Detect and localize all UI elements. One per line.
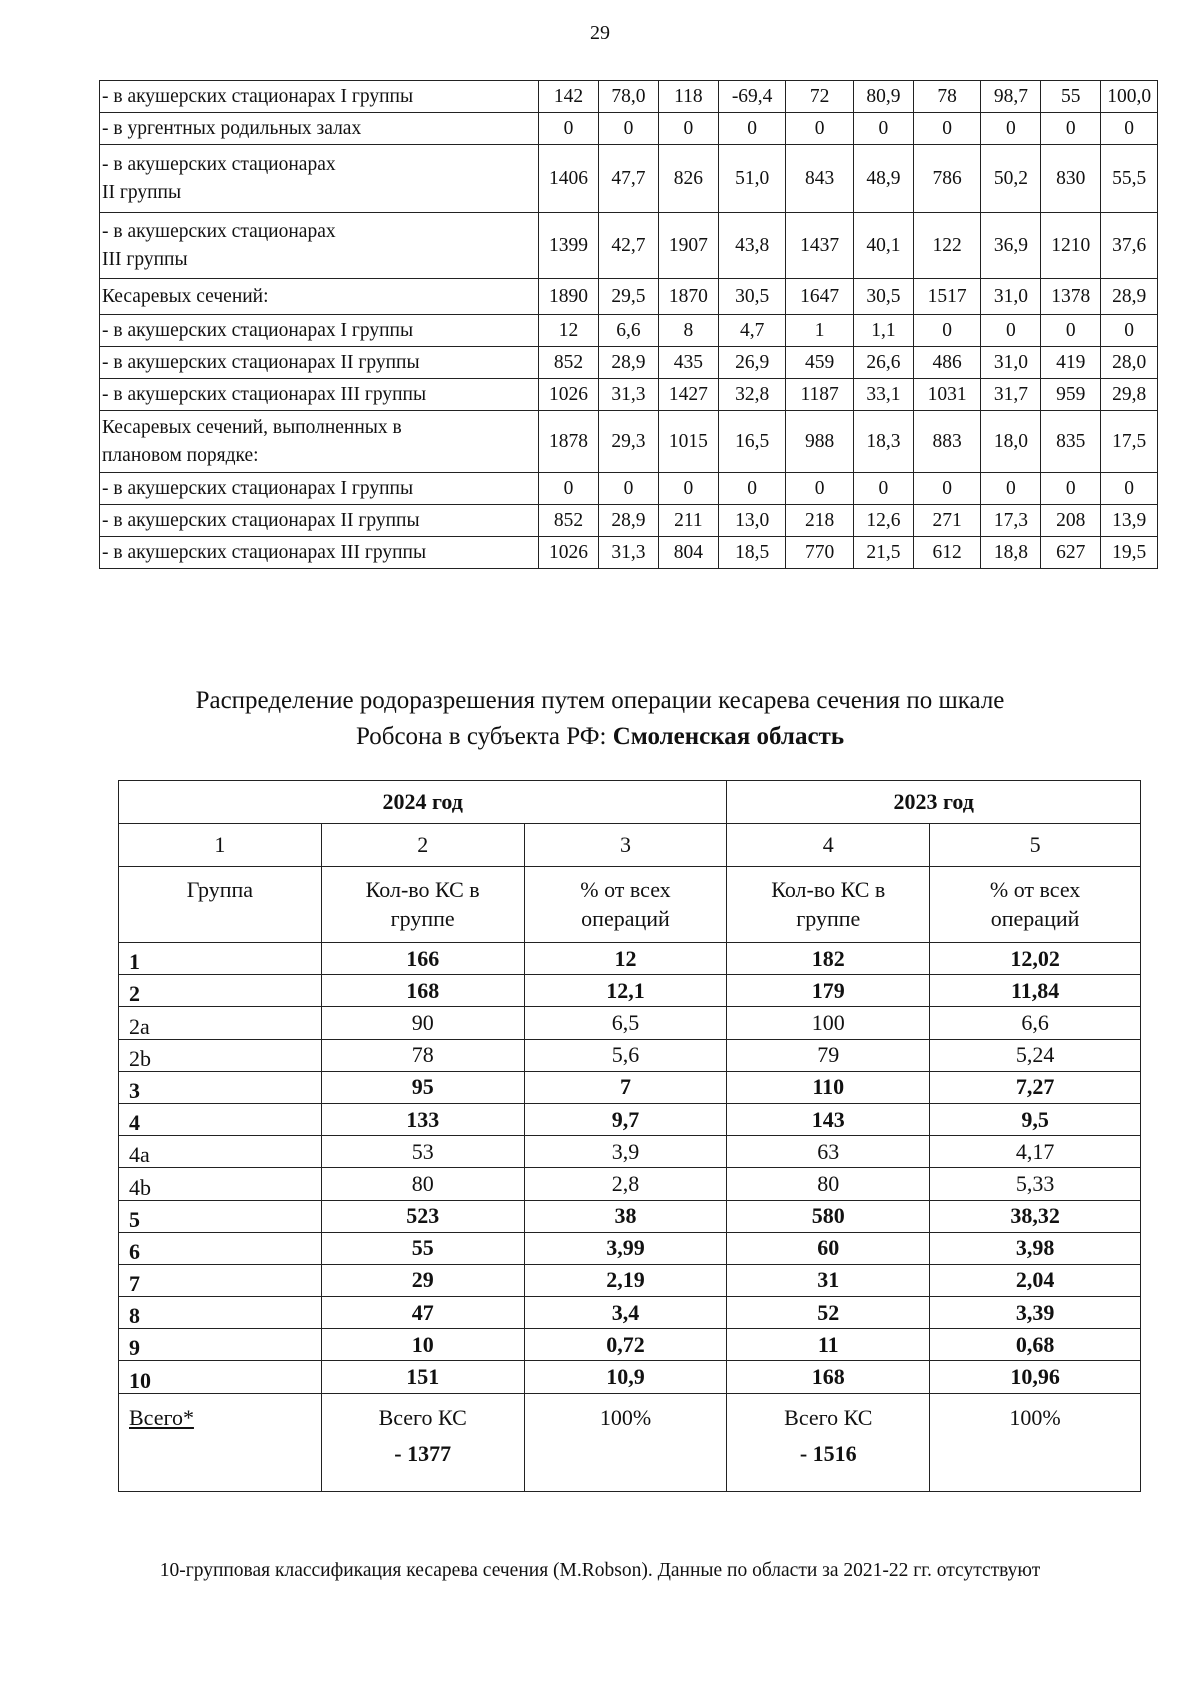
stat-cell: 218 [786,505,854,537]
percent-2024: 3,4 [524,1297,727,1329]
percent-2023: 3,98 [930,1232,1141,1264]
column-header: % от всех операций [930,867,1141,943]
robson-group-row [119,1007,1141,1039]
count-2024: 151 [321,1361,524,1393]
stat-cell: 1907 [658,213,718,279]
stat-cell: 0 [658,473,718,505]
percent-2024: 3,9 [524,1136,727,1168]
count-2024: 133 [321,1103,524,1135]
stat-cell: 208 [1041,505,1101,537]
count-2023: 143 [727,1103,930,1135]
stat-cell: 48,9 [853,145,913,213]
total-2024-percent: 100% [524,1393,727,1491]
stat-cell: 40,1 [853,213,913,279]
stat-row-label: - в ургентных родильных залах [100,113,539,145]
stat-cell: 959 [1041,379,1101,411]
column-number: 2 [321,824,524,867]
column-number: 1 [119,824,322,867]
stat-cell: 19,5 [1101,537,1158,569]
stat-cell: 28,9 [599,347,659,379]
stat-cell: 830 [1041,145,1101,213]
stat-cell: 29,5 [599,279,659,315]
percent-2023: 11,84 [930,975,1141,1007]
stat-cell: 118 [658,81,718,113]
stat-cell: 30,5 [853,279,913,315]
stat-cell: 43,8 [718,213,786,279]
stat-cell: 1399 [539,213,599,279]
stat-cell: 142 [539,81,599,113]
robson-group-row [119,943,1141,975]
year-2023-header: 2023 год [727,781,1141,824]
stat-cell: 33,1 [853,379,913,411]
stat-cell: 0 [599,113,659,145]
column-number: 5 [930,824,1141,867]
stat-cell: 13,9 [1101,505,1158,537]
stat-cell: 826 [658,145,718,213]
robson-group-row [119,1071,1141,1103]
stat-cell: 770 [786,537,854,569]
stat-cell: 0 [913,315,981,347]
percent-2023: 9,5 [930,1103,1141,1135]
stat-cell: 852 [539,347,599,379]
count-2024: 78 [321,1039,524,1071]
stat-cell: 26,6 [853,347,913,379]
stat-cell: 1437 [786,213,854,279]
page-number: 29 [590,22,610,44]
stat-cell: 1890 [539,279,599,315]
stat-cell: 72 [786,81,854,113]
total-row [119,1393,1141,1491]
total-2024-count: Всего КС - 1377 [321,1393,524,1491]
stat-cell: 31,7 [981,379,1041,411]
percent-2024: 7 [524,1071,727,1103]
count-2024: 47 [321,1297,524,1329]
robson-group-row [119,1103,1141,1135]
stat-cell: 47,7 [599,145,659,213]
stat-cell: 1870 [658,279,718,315]
count-2024: 95 [321,1071,524,1103]
stat-cell: 435 [658,347,718,379]
stat-cell: 36,9 [981,213,1041,279]
stat-cell: 0 [913,113,981,145]
birth-statistics-table [99,80,1158,569]
group-label: 4b [119,1168,322,1200]
percent-2024: 0,72 [524,1329,727,1361]
stat-cell: 0 [913,473,981,505]
stat-cell: 50,2 [981,145,1041,213]
stat-cell: 1378 [1041,279,1101,315]
stat-cell: 0 [599,473,659,505]
percent-2024: 6,5 [524,1007,727,1039]
total-label: Всего* [119,1393,322,1491]
stat-cell: 1647 [786,279,854,315]
stat-cell: 98,7 [981,81,1041,113]
stat-row [100,113,1158,145]
stat-cell: 78 [913,81,981,113]
stat-cell: 0 [658,113,718,145]
robson-group-row [119,1264,1141,1296]
group-label: 2 [119,975,322,1007]
column-header: Кол-во КС в группе [727,867,930,943]
stat-cell: 0 [981,473,1041,505]
stat-cell: 1878 [539,411,599,473]
stat-cell: 0 [1101,113,1158,145]
section-title-line2: Робсона в субъекта РФ: Смоленская область [355,723,845,750]
group-label: 3 [119,1071,322,1103]
stat-cell: 30,5 [718,279,786,315]
stat-row-label: - в акушерских стационарах II группы [100,145,539,213]
stat-row [100,347,1158,379]
footnote: 10-групповая классификация кесарева сечения (M.Robson). Данные по области за 2021-22 гг. отсутствуют [159,1560,1041,1581]
stat-cell: 883 [913,411,981,473]
group-label: 9 [119,1329,322,1361]
robson-group-row [119,1232,1141,1264]
stat-cell: 0 [853,113,913,145]
robson-group-row [119,1168,1141,1200]
stat-cell: 17,3 [981,505,1041,537]
percent-2024: 10,9 [524,1361,727,1393]
stat-cell: 28,0 [1101,347,1158,379]
stat-cell: 29,3 [599,411,659,473]
stat-cell: 37,6 [1101,213,1158,279]
count-2023: 31 [727,1264,930,1296]
stat-cell: 0 [981,113,1041,145]
robson-group-row [119,1329,1141,1361]
count-2023: 110 [727,1071,930,1103]
count-2023: 11 [727,1329,930,1361]
robson-group-row [119,975,1141,1007]
stat-cell: 12 [539,315,599,347]
stat-row-label: Кесаревых сечений: [100,279,539,315]
stat-cell: 26,9 [718,347,786,379]
stat-cell: 18,8 [981,537,1041,569]
stat-row-label: - в акушерских стационарах I группы [100,315,539,347]
percent-2023: 0,68 [930,1329,1141,1361]
stat-cell: 1031 [913,379,981,411]
count-2024: 523 [321,1200,524,1232]
column-header-row [119,867,1141,943]
stat-row [100,379,1158,411]
stat-row [100,145,1158,213]
percent-2024: 12 [524,943,727,975]
column-number: 3 [524,824,727,867]
robson-group-row [119,1039,1141,1071]
stat-cell: 211 [658,505,718,537]
stat-row-label: - в акушерских стационарах I группы [100,81,539,113]
group-label: 5 [119,1200,322,1232]
stat-cell: 0 [718,473,786,505]
group-label: 10 [119,1361,322,1393]
stat-cell: 100,0 [1101,81,1158,113]
stat-cell: 0 [1041,315,1101,347]
stat-row [100,473,1158,505]
column-header: % от всех операций [524,867,727,943]
stat-cell: 32,8 [718,379,786,411]
stat-cell: 28,9 [599,505,659,537]
stat-cell: 16,5 [718,411,786,473]
count-2024: 29 [321,1264,524,1296]
robson-classification-table [118,780,1141,1492]
group-label: 4a [119,1136,322,1168]
region-name: Смоленская область [612,723,845,750]
percent-2024: 5,6 [524,1039,727,1071]
stat-cell: 42,7 [599,213,659,279]
year-header-row [119,781,1141,824]
percent-2024: 12,1 [524,975,727,1007]
stat-cell: 13,0 [718,505,786,537]
stat-cell: 852 [539,505,599,537]
stat-row-label: Кесаревых сечений, выполненных в плановом порядке: [100,411,539,473]
stat-cell: 1015 [658,411,718,473]
stat-cell: 271 [913,505,981,537]
stat-cell: 31,0 [981,279,1041,315]
stat-cell: 80,9 [853,81,913,113]
stat-cell: 1 [786,315,854,347]
group-label: 6 [119,1232,322,1264]
stat-cell: 6,6 [599,315,659,347]
stat-row-label: - в акушерских стационарах III группы [100,379,539,411]
percent-2023: 38,32 [930,1200,1141,1232]
robson-group-row [119,1136,1141,1168]
robson-group-row [119,1361,1141,1393]
column-header: Группа [119,867,322,943]
stat-cell: -69,4 [718,81,786,113]
stat-row-label: - в акушерских стационарах III группы [100,213,539,279]
stat-cell: 122 [913,213,981,279]
percent-2023: 4,17 [930,1136,1141,1168]
stat-row [100,279,1158,315]
stat-cell: 18,3 [853,411,913,473]
count-2023: 63 [727,1136,930,1168]
stat-cell: 486 [913,347,981,379]
column-number: 4 [727,824,930,867]
group-label: 1 [119,943,322,975]
count-2023: 80 [727,1168,930,1200]
stat-row-label: - в акушерских стационарах III группы [100,537,539,569]
stat-cell: 843 [786,145,854,213]
stat-cell: 0 [718,113,786,145]
stat-cell: 28,9 [1101,279,1158,315]
count-2023: 100 [727,1007,930,1039]
stat-cell: 786 [913,145,981,213]
stat-row-label: - в акушерских стационарах II группы [100,347,539,379]
stat-row [100,537,1158,569]
stat-cell: 612 [913,537,981,569]
percent-2023: 5,33 [930,1168,1141,1200]
stat-row-label: - в акушерских стационарах I группы [100,473,539,505]
percent-2023: 2,04 [930,1264,1141,1296]
stat-cell: 0 [539,113,599,145]
stat-cell: 0 [539,473,599,505]
count-2023: 52 [727,1297,930,1329]
percent-2023: 10,96 [930,1361,1141,1393]
stat-cell: 1,1 [853,315,913,347]
count-2024: 166 [321,943,524,975]
percent-2024: 3,99 [524,1232,727,1264]
stat-cell: 4,7 [718,315,786,347]
stat-cell: 31,3 [599,379,659,411]
stat-cell: 18,5 [718,537,786,569]
stat-cell: 1187 [786,379,854,411]
stat-cell: 0 [786,113,854,145]
count-2023: 168 [727,1361,930,1393]
count-2023: 79 [727,1039,930,1071]
count-2023: 179 [727,975,930,1007]
stat-cell: 55,5 [1101,145,1158,213]
column-header: Кол-во КС в группе [321,867,524,943]
stat-cell: 627 [1041,537,1101,569]
year-2024-header: 2024 год [119,781,727,824]
stat-cell: 419 [1041,347,1101,379]
count-2024: 168 [321,975,524,1007]
count-2024: 55 [321,1232,524,1264]
group-label: 8 [119,1297,322,1329]
stat-row [100,213,1158,279]
stat-cell: 988 [786,411,854,473]
stat-cell: 17,5 [1101,411,1158,473]
stat-cell: 0 [1041,473,1101,505]
group-label: 2b [119,1039,322,1071]
stat-cell: 0 [1101,315,1158,347]
percent-2023: 6,6 [930,1007,1141,1039]
count-2024: 10 [321,1329,524,1361]
stat-cell: 1406 [539,145,599,213]
count-2023: 182 [727,943,930,975]
group-label: 2a [119,1007,322,1039]
stat-cell: 1517 [913,279,981,315]
percent-2024: 9,7 [524,1103,727,1135]
percent-2023: 3,39 [930,1297,1141,1329]
count-2024: 90 [321,1007,524,1039]
stat-cell: 1427 [658,379,718,411]
stat-cell: 0 [981,315,1041,347]
stat-cell: 78,0 [599,81,659,113]
robson-group-row [119,1200,1141,1232]
robson-group-row [119,1297,1141,1329]
stat-cell: 1026 [539,537,599,569]
stat-cell: 0 [853,473,913,505]
stat-cell: 31,3 [599,537,659,569]
stat-cell: 8 [658,315,718,347]
stat-cell: 21,5 [853,537,913,569]
count-2023: 580 [727,1200,930,1232]
stat-cell: 459 [786,347,854,379]
percent-2024: 38 [524,1200,727,1232]
total-2023-percent: 100% [930,1393,1141,1491]
stat-cell: 1026 [539,379,599,411]
stat-cell: 0 [786,473,854,505]
stat-cell: 0 [1041,113,1101,145]
stat-cell: 835 [1041,411,1101,473]
stat-cell: 51,0 [718,145,786,213]
stat-cell: 29,8 [1101,379,1158,411]
count-2024: 53 [321,1136,524,1168]
stat-cell: 12,6 [853,505,913,537]
percent-2023: 5,24 [930,1039,1141,1071]
stat-row [100,81,1158,113]
stat-cell: 804 [658,537,718,569]
stat-row [100,411,1158,473]
group-label: 4 [119,1103,322,1135]
total-2023-count: Всего КС - 1516 [727,1393,930,1491]
section-title [0,683,1200,755]
stat-cell: 31,0 [981,347,1041,379]
stat-row-label: - в акушерских стационарах II группы [100,505,539,537]
column-number-row [119,824,1141,867]
stat-cell: 55 [1041,81,1101,113]
section-title-line1: Распределение родоразрешения путем операции кесарева сечения по шкале [195,687,1005,714]
count-2023: 60 [727,1232,930,1264]
percent-2024: 2,8 [524,1168,727,1200]
stat-row [100,315,1158,347]
stat-cell: 18,0 [981,411,1041,473]
count-2024: 80 [321,1168,524,1200]
group-label: 7 [119,1264,322,1296]
stat-cell: 0 [1101,473,1158,505]
stat-cell: 1210 [1041,213,1101,279]
percent-2024: 2,19 [524,1264,727,1296]
percent-2023: 7,27 [930,1071,1141,1103]
percent-2023: 12,02 [930,943,1141,975]
stat-row [100,505,1158,537]
